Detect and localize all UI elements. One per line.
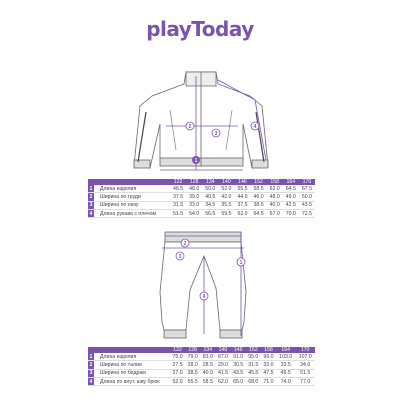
value-cell: 33.0	[186, 201, 202, 209]
size-cell: 158	[261, 347, 276, 353]
row-number: 2	[89, 361, 93, 368]
value-cell: 59.5	[218, 209, 234, 217]
table-row	[88, 377, 315, 385]
pants-size-table	[88, 347, 315, 386]
row-number: 3	[89, 202, 93, 209]
pants-marker-3: 3	[178, 254, 182, 260]
value-cell: 54.0	[186, 209, 202, 217]
value-cell: 34.5	[202, 201, 218, 209]
value-cell: 67.5	[299, 185, 315, 193]
value-cell: 28.0	[185, 361, 200, 369]
size-cell: 158	[267, 179, 283, 185]
pants-marker-1: 1	[239, 260, 243, 266]
value-cell: 103.0	[276, 353, 295, 361]
jacket-marker-3: 3	[214, 131, 218, 137]
value-cell: 31.5	[170, 201, 186, 209]
value-cell: 55.5	[185, 377, 200, 385]
value-cell: 49.5	[276, 369, 295, 377]
value-cell: 52.0	[218, 185, 234, 193]
size-cell: 140	[218, 179, 234, 185]
table-row	[88, 209, 315, 217]
value-cell: 37.0	[170, 369, 185, 377]
table-row	[88, 361, 315, 369]
value-cell: 65.0	[231, 377, 246, 385]
value-cell: 48.0	[267, 193, 283, 201]
value-cell: 45.5	[246, 369, 261, 377]
value-cell: 28.5	[200, 361, 215, 369]
value-cell: 43.5	[299, 201, 315, 209]
row-number: 2	[89, 193, 93, 200]
value-cell: 83.0	[200, 353, 215, 361]
value-cell: 46.5	[170, 185, 186, 193]
value-cell: 38.5	[251, 201, 267, 209]
value-cell: 42.0	[218, 193, 234, 201]
table-row	[88, 201, 315, 209]
row-number: 1	[89, 185, 93, 192]
value-cell: 56.5	[202, 209, 218, 217]
jacket-marker-2: 2	[188, 124, 192, 130]
value-cell: 70.0	[283, 209, 299, 217]
size-cell: 170	[295, 347, 315, 353]
value-cell: 68.0	[246, 377, 261, 385]
value-cell: 44.0	[234, 193, 250, 201]
value-cell: 31.5	[246, 361, 261, 369]
value-cell: 52.0	[170, 377, 185, 385]
value-cell: 51.5	[295, 369, 315, 377]
value-cell: 41.5	[215, 369, 230, 377]
value-cell: 30.5	[231, 361, 246, 369]
value-cell: 46.0	[251, 193, 267, 201]
value-cell: 74.0	[276, 377, 295, 385]
value-cell: 33.5	[276, 361, 295, 369]
row-number: 4	[89, 210, 93, 217]
value-cell: 34.0	[295, 361, 315, 369]
size-cell: 122	[170, 179, 186, 185]
measurement-name: Длина рукава с плечом	[94, 209, 170, 217]
value-cell: 95.0	[246, 353, 261, 361]
measurement-name: Ширина по низу	[94, 201, 170, 209]
size-cell: 140	[215, 347, 230, 353]
jacket-size-table	[88, 179, 315, 218]
pants-marker-4: 4	[202, 294, 206, 300]
measurement-name: Ширина по бедрам	[94, 369, 170, 377]
table-row	[88, 353, 315, 361]
value-cell: 107.0	[295, 353, 315, 361]
value-cell: 50.0	[202, 185, 218, 193]
value-cell: 43.5	[231, 369, 246, 377]
value-cell: 40.0	[200, 369, 215, 377]
value-cell: 27.5	[170, 361, 185, 369]
measurement-name: Ширина по талии	[94, 361, 170, 369]
value-cell: 40.5	[202, 193, 218, 201]
size-cell: 134	[202, 179, 218, 185]
pants-marker-2: 2	[183, 241, 187, 247]
value-cell: 49.0	[283, 193, 299, 201]
row-number: 4	[89, 378, 93, 385]
value-cell: 64.5	[251, 209, 267, 217]
size-cell: 134	[200, 347, 215, 353]
value-cell: 71.0	[261, 377, 276, 385]
size-cell: 152	[246, 347, 261, 353]
value-cell: 42.5	[283, 201, 299, 209]
value-cell: 39.0	[186, 193, 202, 201]
value-cell: 77.0	[295, 377, 315, 385]
table-row	[88, 369, 315, 377]
table-row	[88, 193, 315, 201]
value-cell: 79.0	[185, 353, 200, 361]
size-cell: 164	[283, 179, 299, 185]
value-cell: 47.5	[261, 369, 276, 377]
measurement-name: Ширина по груди	[94, 193, 170, 201]
value-cell: 62.0	[267, 185, 283, 193]
value-cell: 38.5	[185, 369, 200, 377]
value-cell: 87.0	[215, 353, 230, 361]
value-cell: 33.0	[261, 361, 276, 369]
value-cell: 62.0	[234, 209, 250, 217]
value-cell: 29.0	[215, 361, 230, 369]
row-number: 1	[89, 353, 93, 360]
value-cell: 48.0	[186, 185, 202, 193]
value-cell: 91.0	[231, 353, 246, 361]
value-cell: 50.0	[299, 193, 315, 201]
value-cell: 51.5	[170, 209, 186, 217]
size-cell: 170	[299, 179, 315, 185]
size-cell: 152	[251, 179, 267, 185]
value-cell: 40.0	[267, 201, 283, 209]
brand-logo: playToday	[146, 17, 254, 41]
value-cell: 64.5	[283, 185, 299, 193]
size-cell: 128	[186, 179, 202, 185]
jacket-marker-4: 4	[253, 124, 257, 130]
jacket-drawing	[134, 72, 268, 168]
value-cell: 58.5	[251, 185, 267, 193]
measurement-name: Длина изделия	[94, 185, 170, 193]
size-cell: 164	[276, 347, 295, 353]
measurement-name: Длина изделия	[94, 353, 170, 361]
row-number: 3	[89, 370, 93, 377]
size-cell: 146	[234, 179, 250, 185]
value-cell: 58.5	[200, 377, 215, 385]
table-row	[88, 185, 315, 193]
value-cell: 72.5	[299, 209, 315, 217]
value-cell: 37.5	[234, 201, 250, 209]
value-cell: 62.0	[215, 377, 230, 385]
value-cell: 75.0	[170, 353, 185, 361]
value-cell: 35.5	[218, 201, 234, 209]
measurement-name: Длина по внут. шву брюк	[94, 377, 170, 385]
value-cell: 37.5	[170, 193, 186, 201]
value-cell: 67.0	[267, 209, 283, 217]
value-cell: 99.0	[261, 353, 276, 361]
size-cell: 128	[185, 347, 200, 353]
size-cell: 122	[170, 347, 185, 353]
jacket-marker-1: 1	[194, 158, 198, 164]
size-cell: 146	[231, 347, 246, 353]
value-cell: 55.5	[234, 185, 250, 193]
